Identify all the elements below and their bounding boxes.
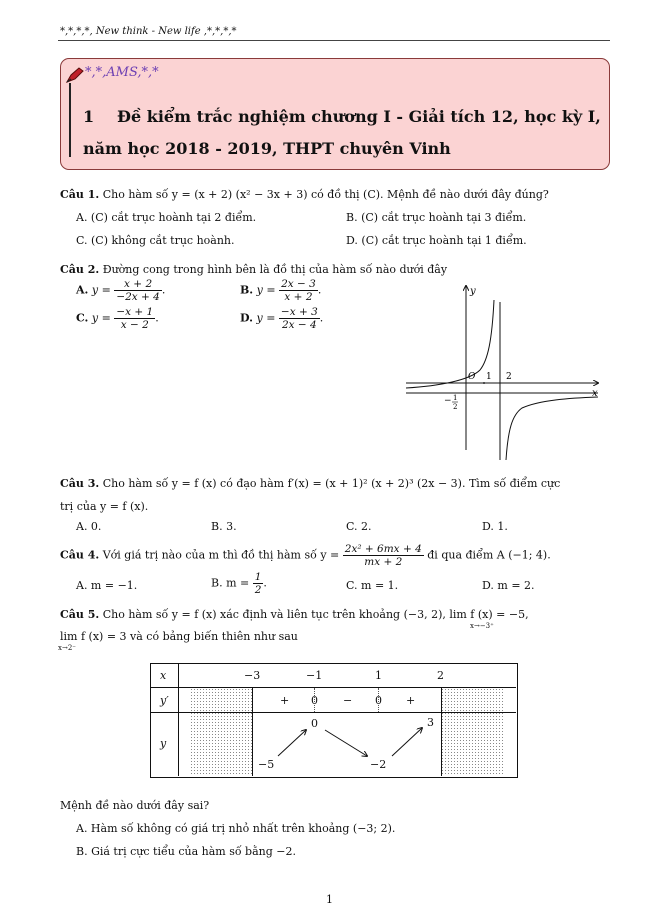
sign-1: 0: [311, 694, 318, 707]
header-rule: [58, 40, 610, 41]
sign-4: +: [406, 694, 416, 707]
q3-stem: [60, 477, 560, 490]
hatch-left-edge: [252, 688, 253, 776]
q2-d-label: D.: [240, 311, 253, 325]
q4-num: 2x² + 6mx + 4: [344, 543, 422, 555]
x-axis-label: x: [592, 388, 598, 399]
page-header: *,*,*,*, New think - New life ,*,*,*,*: [60, 26, 237, 37]
q5-text-2: lim f (x) = 3 và có bảng biến thiên như sau: [60, 630, 298, 643]
q2-c-num: −x + 1: [116, 306, 154, 318]
q2-a-frac: [114, 278, 162, 303]
dotted-line-2: [378, 688, 379, 712]
neg-half-num: 1: [453, 394, 458, 402]
y-val-0: 0: [311, 717, 318, 730]
q2-c-pre: y =: [91, 311, 111, 325]
q2-text: Đường cong trong hình bên là đồ thị của hàm số nào dưới đây: [102, 263, 448, 276]
q5-question: Mệnh đề nào dưới đây sai?: [60, 799, 210, 812]
neg-half-den: 2: [453, 403, 458, 411]
q2-a-pre: y =: [91, 283, 111, 297]
section-number: 1: [83, 107, 95, 126]
hatch-left: [190, 688, 252, 776]
q4-option-d[interactable]: D. m = 2.: [482, 579, 535, 592]
q2-option-a[interactable]: A. y = $\frac{x + 2}{-2x + 4}$ .: [76, 278, 166, 303]
arrow-up-2: [392, 728, 422, 756]
q5-stem: [60, 608, 529, 621]
q4-text-pre: Với giá trị nào của m thì đồ thị hàm số y =: [102, 548, 340, 562]
q2-b-frac: [279, 278, 318, 303]
q4-option-b[interactable]: [211, 571, 267, 596]
graph-right-branch: [506, 397, 598, 460]
q5-lim1-sub: x→−3⁺: [470, 622, 494, 630]
section-banner: [60, 58, 610, 170]
q4-label: Câu 4.: [60, 548, 100, 562]
arrow-up-1: [278, 730, 306, 756]
q1-label: Câu 1.: [60, 188, 100, 201]
row-x-label: x: [160, 669, 167, 682]
table-col-divider: [178, 663, 179, 776]
dotted-line-1: [314, 688, 315, 712]
q1-option-a[interactable]: A. (C) cắt trục hoành tại 2 điểm.: [76, 211, 257, 224]
y-axis-label: y: [470, 286, 476, 297]
x-val-0: −3: [244, 669, 261, 682]
q5-lim2-sub: x→2⁻: [58, 644, 76, 652]
x-val-3: 2: [437, 669, 444, 682]
sign-3: 0: [375, 694, 382, 707]
section-title: [83, 101, 603, 165]
y-val-3: −2: [370, 758, 387, 771]
q4-option-a[interactable]: A. m = −1.: [76, 579, 138, 592]
q2-b-den: x + 2: [284, 291, 313, 303]
q2-d-num: −x + 3: [280, 306, 318, 318]
variation-arrows: [270, 718, 440, 768]
q2-option-b[interactable]: B. y = $\frac{2x - 3}{x + 2}$ .: [240, 278, 322, 303]
graph-left-branch: [406, 300, 494, 388]
section-title-text: Đề kiểm trắc nghiệm chương I - Giải tích 12, học kỳ I, năm học 2018 - 2019, THPT chuyên Vinh: [83, 107, 601, 158]
q4-den: mx + 2: [364, 556, 403, 568]
q4-text-post: đi qua điểm A (−1; 4).: [427, 548, 551, 562]
q5-option-a[interactable]: A. Hàm số không có giá trị nhỏ nhất trên khoảng (−3; 2).: [76, 822, 396, 835]
q1-text: Cho hàm số y = (x + 2) (x² − 3x + 3) có đồ thị (C). Mệnh đề nào dưới đây đúng?: [102, 188, 549, 201]
row-y-label: y: [160, 737, 167, 750]
q2-stem: [60, 263, 447, 276]
sign-2: −: [343, 694, 353, 707]
y-val-1: 3: [427, 716, 434, 729]
q4-stem: [60, 543, 551, 568]
q2-a-label: A.: [76, 283, 89, 297]
q2-b-num: 2x − 3: [281, 278, 316, 290]
hatch-right-edge: [441, 688, 442, 776]
q2-d-den: 2x − 4: [281, 319, 317, 331]
q3-option-a[interactable]: A. 0.: [76, 520, 102, 533]
q2-c-den: x − 2: [120, 319, 149, 331]
q2-option-d[interactable]: D. y = $\frac{-x + 3}{2x - 4}$ .: [240, 306, 324, 331]
ams-tag: *,*,AMS,*,*: [85, 65, 159, 80]
q2-graph: [400, 280, 610, 462]
q1-option-c[interactable]: C. (C) không cắt trục hoành.: [76, 234, 235, 247]
q1-option-d[interactable]: D. (C) cắt trục hoành tại 1 điểm.: [346, 234, 527, 247]
q3-option-b[interactable]: B. 3.: [211, 520, 237, 533]
q1-stem: [60, 188, 549, 201]
q2-d-frac: [279, 306, 320, 331]
q3-label: Câu 3.: [60, 477, 100, 490]
q2-option-c[interactable]: C. y = $\frac{-x + 1}{x - 2}$ .: [76, 306, 159, 331]
x-val-2: 1: [375, 669, 382, 682]
x-val-1: −1: [306, 669, 323, 682]
q5-text: Cho hàm số y = f (x) xác định và liên tục trên khoảng (−3, 2), lim f (x) = −5,: [102, 608, 529, 621]
q2-c-label: C.: [76, 311, 89, 325]
q3-text-2: trị của y = f (x).: [60, 500, 149, 513]
q2-a-num: x + 2: [114, 278, 162, 291]
tick-2-label: 2: [506, 372, 512, 382]
sign-0: +: [280, 694, 290, 707]
page-number: 1: [326, 893, 333, 906]
neg-half-sign: −: [444, 396, 452, 406]
q1-option-b[interactable]: B. (C) cắt trục hoành tại 3 điểm.: [346, 211, 527, 224]
arrow-down: [325, 730, 367, 756]
q2-b-pre: y =: [256, 283, 276, 297]
q5-label: Câu 5.: [60, 608, 100, 621]
q4-option-c[interactable]: C. m = 1.: [346, 579, 399, 592]
hatch-right: [441, 688, 503, 776]
q2-c-frac: [114, 306, 155, 331]
q4-b-num: 1: [254, 571, 262, 583]
q4-b-den: 2: [254, 584, 262, 596]
q2-b-label: B.: [240, 283, 254, 297]
q5-option-b[interactable]: B. Giá trị cực tiểu của hàm số bằng −2.: [76, 845, 296, 858]
origin-label: O: [468, 372, 476, 382]
pen-icon: [65, 66, 85, 84]
q4-b-post: .: [263, 576, 267, 590]
q3-text: Cho hàm số y = f (x) có đạo hàm f′(x) = (x + 1)² (x + 2)³ (2x − 3). Tìm số điểm cực: [102, 477, 561, 490]
row-dy-label: y′: [160, 694, 169, 707]
q4-b-frac: [253, 571, 264, 596]
banner-bar: [69, 83, 71, 157]
q2-a-den: −2x + 4: [116, 291, 160, 303]
q2-label: Câu 2.: [60, 263, 100, 276]
q3-option-c[interactable]: C. 2.: [346, 520, 372, 533]
q3-option-d[interactable]: D. 1.: [482, 520, 508, 533]
y-val-2: −5: [258, 758, 275, 771]
q4-b-pre: B. m =: [211, 576, 250, 590]
q4-frac: [343, 543, 424, 568]
q2-d-pre: y =: [256, 311, 276, 325]
tick-1-label: 1: [486, 372, 492, 382]
